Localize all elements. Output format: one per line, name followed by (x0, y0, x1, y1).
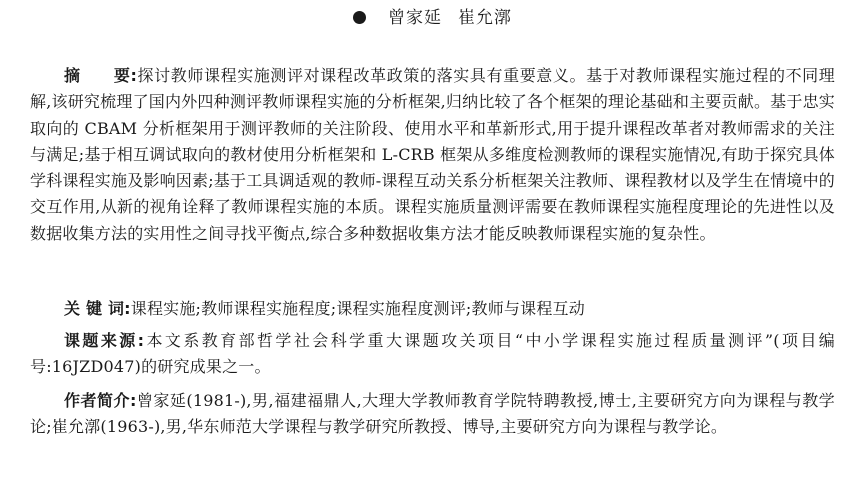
bullet-dot-icon (353, 11, 366, 24)
funding-text: 本文系教育部哲学社会科学重大课题攻关项目“中小学课程实施过程质量测评”(项目编号:16JZD047)的研究成果之一。 (30, 331, 835, 377)
author-name-2: 崔允漷 (458, 8, 512, 28)
bio-text: 曾家延(1981-),男,福建福鼎人,大理大学教师教育学院特聘教授,博士,主要研究方向为课程与教学论;崔允漷(1963-),男,华东师范大学课程与教学研究所教授、博导,主要研究方向为课程与教学论。 (30, 391, 836, 437)
funding-paragraph (30, 328, 835, 381)
abstract-paragraph (30, 63, 835, 247)
funding-label: 课题来源: (64, 331, 145, 350)
bio-label: 作者简介: (64, 391, 137, 410)
abstract-label: 摘 要: (64, 66, 138, 85)
keywords-label: 关 键 词: (64, 299, 131, 318)
author-bio-paragraph (30, 388, 835, 441)
author-name-1: 曾家延 (388, 8, 442, 28)
keywords-text: 课程实施;教师课程实施程度;课程实施程度测评;教师与课程互动 (130, 299, 585, 318)
author-line (0, 5, 865, 31)
keywords-paragraph (30, 296, 835, 322)
abstract-text: 探讨教师课程实施测评对课程改革政策的落实具有重要意义。基于对教师课程实施过程的不同理解,该研究梳理了国内外四种测评教师课程实施的分析框架,归纳比较了各个框架的理论基础和主要贡献。基于忠实取向的 CBAM 分析框架用于测评教师的关注阶段、使用水平和革新形式,用于提升课程改革者对教师需求的关注与满足;基于相互调试取向的教材使用分析框架和 L-CRB 框架从多维度检测教师的课程实施情况,有助于探究具体学科课程实施及影响因素;基于工具调适观的教师-课程互动关系分析框架关注教师、课程教材以及学生在情境中的交互作用,从新的视角诠释了教师课程实施的本质。课程实施质量测评需要在教师课程实施程度理论的先进性以及数据收集方法的实用性之间寻找平衡点,综合多种数据收集方法才能反映教师课程实施的复杂性。 (30, 66, 835, 243)
